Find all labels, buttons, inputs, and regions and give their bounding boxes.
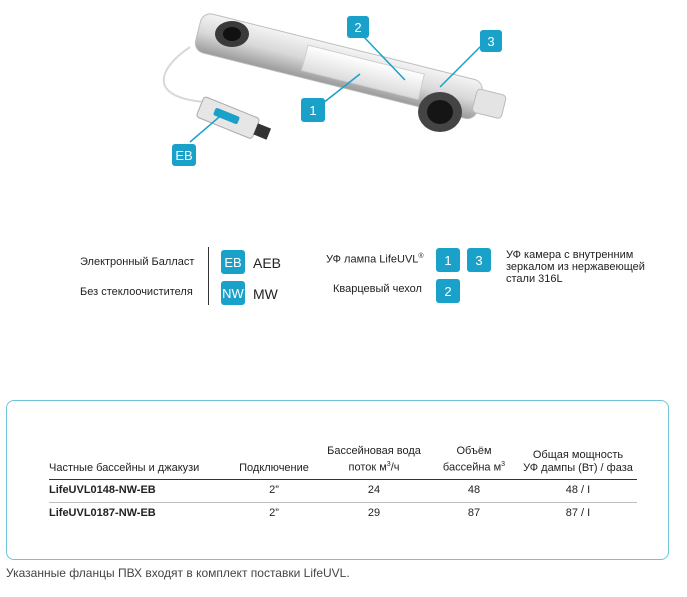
- header-power-line2: УФ дампы (Вт) / фаза: [523, 461, 633, 474]
- header-flow-tail: /ч: [390, 461, 400, 474]
- lamp-badge-3: 3: [467, 248, 491, 272]
- chamber-line-1: УФ камера с внутренним: [506, 249, 634, 261]
- lamp-label-text: УФ лампа LifeUVL: [326, 253, 419, 266]
- legend-divider: [208, 247, 209, 305]
- header-volume-sup: 3: [501, 461, 506, 468]
- row-volume: 87: [467, 506, 481, 519]
- sleeve-badge: 2: [436, 279, 460, 303]
- header-volume-line1: Объём: [456, 445, 492, 457]
- sleeve-label: Кварцевый чехол: [333, 283, 422, 295]
- table-row: [49, 502, 637, 525]
- callout-eb: EB: [172, 144, 196, 166]
- row-flow: 24: [367, 483, 381, 496]
- header-flow-line2: [319, 458, 429, 475]
- eb-code: AEB: [253, 255, 282, 271]
- lamp-label: [326, 253, 424, 266]
- row-power: 48 / I: [565, 483, 591, 496]
- row-model: LifeUVL0148-NW-EB: [49, 483, 156, 496]
- row-volume: 48: [467, 483, 481, 496]
- header-flow-line1: Бассейновая вода: [327, 445, 421, 457]
- callout-1: 1: [301, 98, 325, 122]
- chamber-label: [506, 249, 645, 285]
- header-model: Частные бассейны и джакузи: [49, 461, 200, 474]
- specs-table-box: [6, 400, 669, 560]
- specs-table: [49, 445, 637, 525]
- row-power: 87 / I: [565, 506, 591, 519]
- chamber-line-3: стали 316L: [506, 273, 563, 285]
- header-volume-line2: [429, 458, 519, 475]
- header-flow-sup: 3: [386, 461, 391, 468]
- footnote: Указанные фланцы ПВХ входят в комплект поставки LifeUVL.: [6, 566, 350, 580]
- row-connection: 2”: [269, 483, 279, 496]
- header-flow: [319, 445, 429, 479]
- table-header-row: [49, 445, 637, 479]
- lamp-reg: ®: [418, 253, 424, 260]
- nw-code: MW: [253, 286, 278, 302]
- header-power-line1: Общая мощность: [532, 448, 624, 461]
- header-volume-unit: бассейна м: [442, 461, 502, 474]
- callout-3: 3: [480, 30, 502, 52]
- lamp-badge-1: 1: [436, 248, 460, 272]
- header-flow-unit: поток м: [348, 461, 387, 474]
- row-model: LifeUVL0187-NW-EB: [49, 506, 156, 519]
- header-volume: [429, 445, 519, 479]
- no-wiper-label: Без стеклоочистителя: [80, 286, 193, 298]
- nw-badge: NW: [221, 281, 245, 305]
- table-row: [49, 479, 637, 502]
- header-power: [519, 445, 637, 479]
- eb-badge: EB: [221, 250, 245, 274]
- row-connection: 2”: [269, 506, 279, 519]
- chamber-line-2: зеркалом из нержавеющей: [506, 261, 645, 273]
- ballast-label: Электронный Балласт: [80, 256, 195, 268]
- callout-2: 2: [347, 16, 369, 38]
- uv-lamp-illustration: [150, 12, 530, 172]
- row-flow: 29: [367, 506, 381, 519]
- header-connection: Подключение: [239, 461, 309, 474]
